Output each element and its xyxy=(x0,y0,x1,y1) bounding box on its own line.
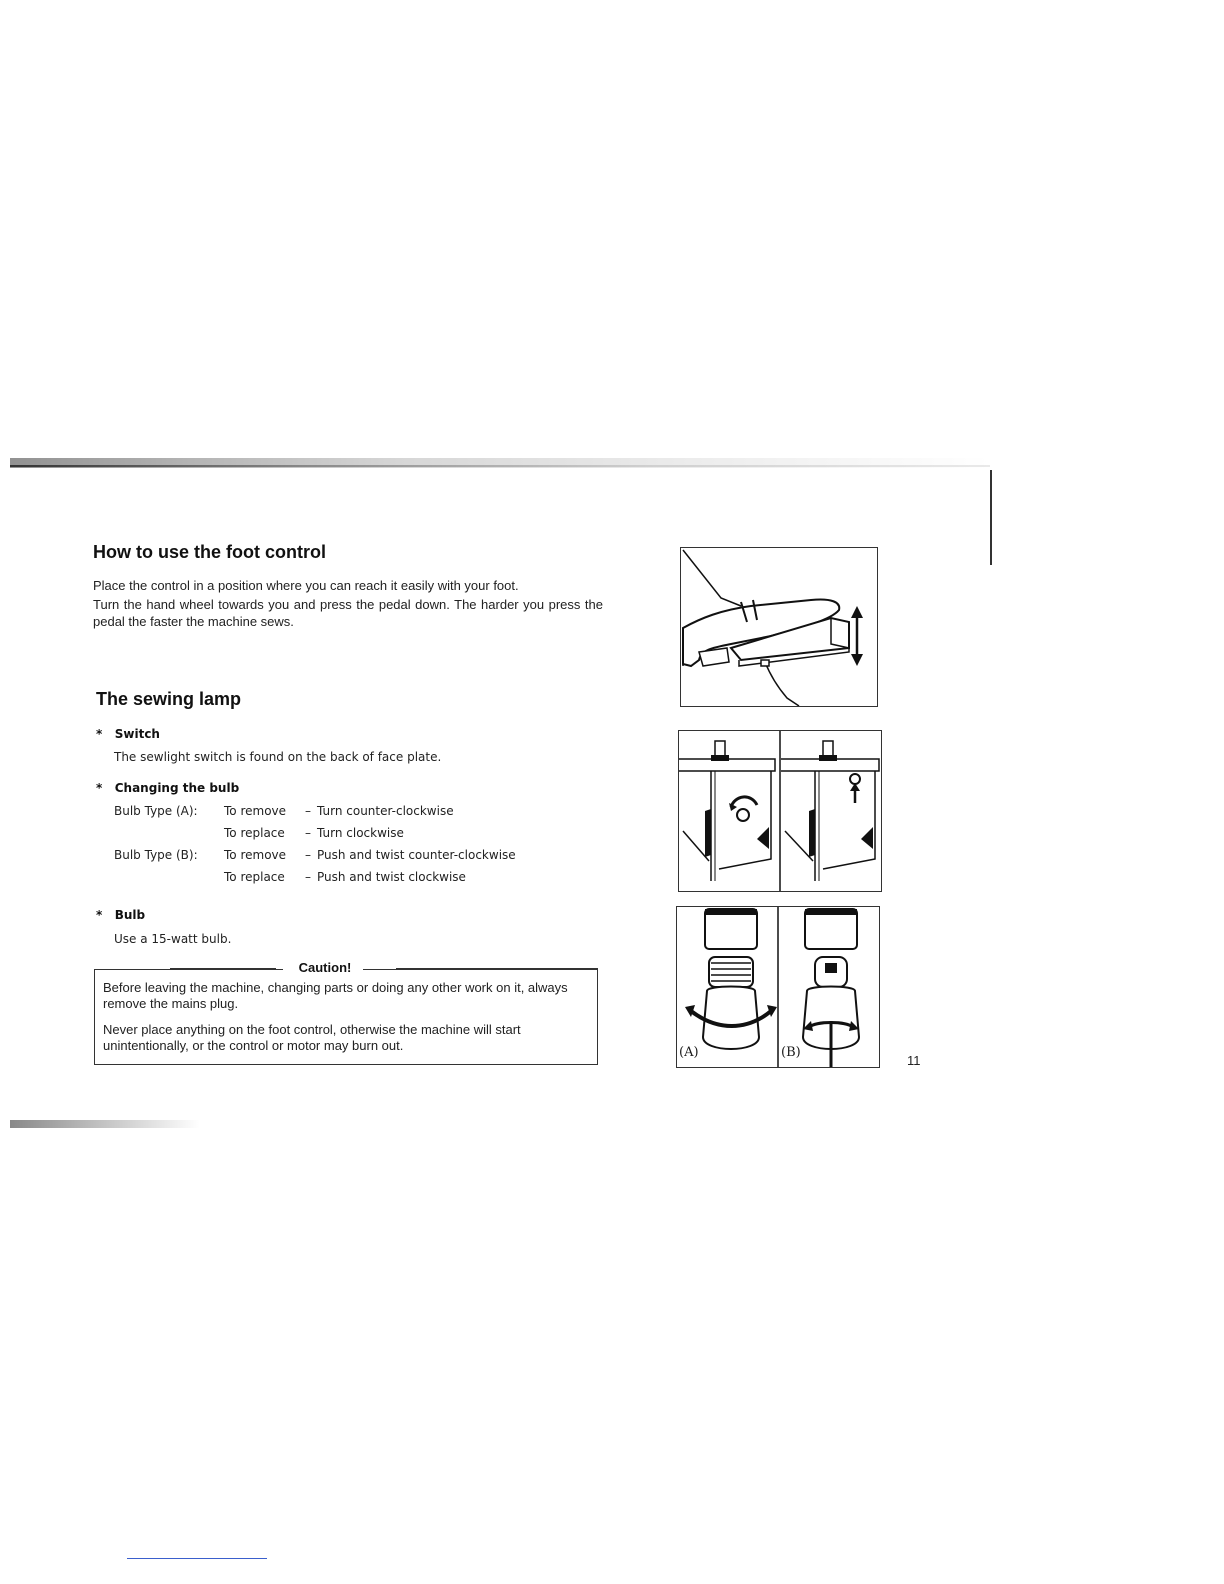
bulb-row xyxy=(114,826,516,848)
switch-text: The sewlight switch is found on the back of face plate. xyxy=(114,750,442,764)
foot-pedal-illustration xyxy=(680,547,878,707)
foot-control-section xyxy=(93,542,603,630)
bulb-type xyxy=(114,826,224,848)
foot-control-title: How to use the foot control xyxy=(93,542,326,562)
changing-heading: Changing the bulb xyxy=(114,781,240,795)
caution-title xyxy=(283,960,363,975)
bulb-types-illustration xyxy=(676,906,880,1068)
bulb-instruction: Turn counter-clockwise xyxy=(317,804,454,818)
bulb-text: Use a 15-watt bulb. xyxy=(114,932,232,946)
bulb-a-label: (A) xyxy=(679,1045,699,1060)
bulb-instructions-table xyxy=(114,804,516,892)
sewing-lamp-title: The sewing lamp xyxy=(96,689,242,709)
bulb-type xyxy=(114,870,224,892)
switch-heading-row xyxy=(96,725,160,743)
caution-rule-left xyxy=(170,968,276,969)
caution-box xyxy=(94,969,598,1065)
caution-rule-right xyxy=(396,968,598,969)
bullet-star: * xyxy=(96,727,103,741)
bullet-star: * xyxy=(96,908,103,922)
foot-control-paragraph-1: Place the control in a position where you can reach it easily with your foot. xyxy=(93,578,519,593)
bulb-type: Bulb Type (B): xyxy=(114,848,198,862)
scan-edge-top xyxy=(10,465,990,467)
bulb-dash: – xyxy=(305,804,311,818)
lamp-faceplate-illustration xyxy=(678,730,882,892)
bulb-instruction: Push and twist counter-clockwise xyxy=(317,848,516,862)
bulb-dash: – xyxy=(305,848,311,862)
page-number: 11 xyxy=(907,1053,921,1068)
bulb-instruction: Push and twist clockwise xyxy=(317,870,466,884)
lamp-faceplate-drawing xyxy=(679,731,881,891)
bulb-type: Bulb Type (A): xyxy=(114,804,198,818)
scan-shadow-bottom xyxy=(10,1120,200,1128)
bullet-star: * xyxy=(96,781,103,795)
bulb-instruction: Turn clockwise xyxy=(317,826,404,840)
bulb-action: To remove xyxy=(224,848,287,862)
caution-body xyxy=(103,980,591,1054)
bulb-b-label: (B) xyxy=(781,1045,801,1060)
bulb-row xyxy=(114,870,516,892)
caution-paragraph-1: Before leaving the machine, changing parts or doing any other work on it, always remove the mains plug. xyxy=(103,980,568,1011)
bulb-row xyxy=(114,848,516,870)
bulb-dash: – xyxy=(305,870,311,884)
foot-pedal-drawing xyxy=(681,548,877,706)
bulb-action: To replace xyxy=(224,826,285,840)
caution-label: Caution! xyxy=(298,960,352,975)
underline-mark xyxy=(127,1558,267,1559)
changing-heading-row xyxy=(96,779,239,797)
bulb-action: To remove xyxy=(224,804,287,818)
switch-heading: Switch xyxy=(114,727,160,741)
bulb-heading: Bulb xyxy=(114,908,146,922)
caution-paragraph-2: Never place anything on the foot control, otherwise the machine will start unintentionally, or the control or motor may burn out. xyxy=(103,1022,521,1053)
page-edge-rule xyxy=(990,470,992,565)
bulb-heading-row xyxy=(96,906,145,924)
bulb-dash: – xyxy=(305,826,311,840)
foot-control-paragraph-2: Turn the hand wheel towards you and press the pedal down. The harder you press the pedal the faster the machine sews. xyxy=(93,597,603,629)
bulb-types-drawing xyxy=(677,907,879,1067)
bulb-action: To replace xyxy=(224,870,285,884)
bulb-row xyxy=(114,804,516,826)
